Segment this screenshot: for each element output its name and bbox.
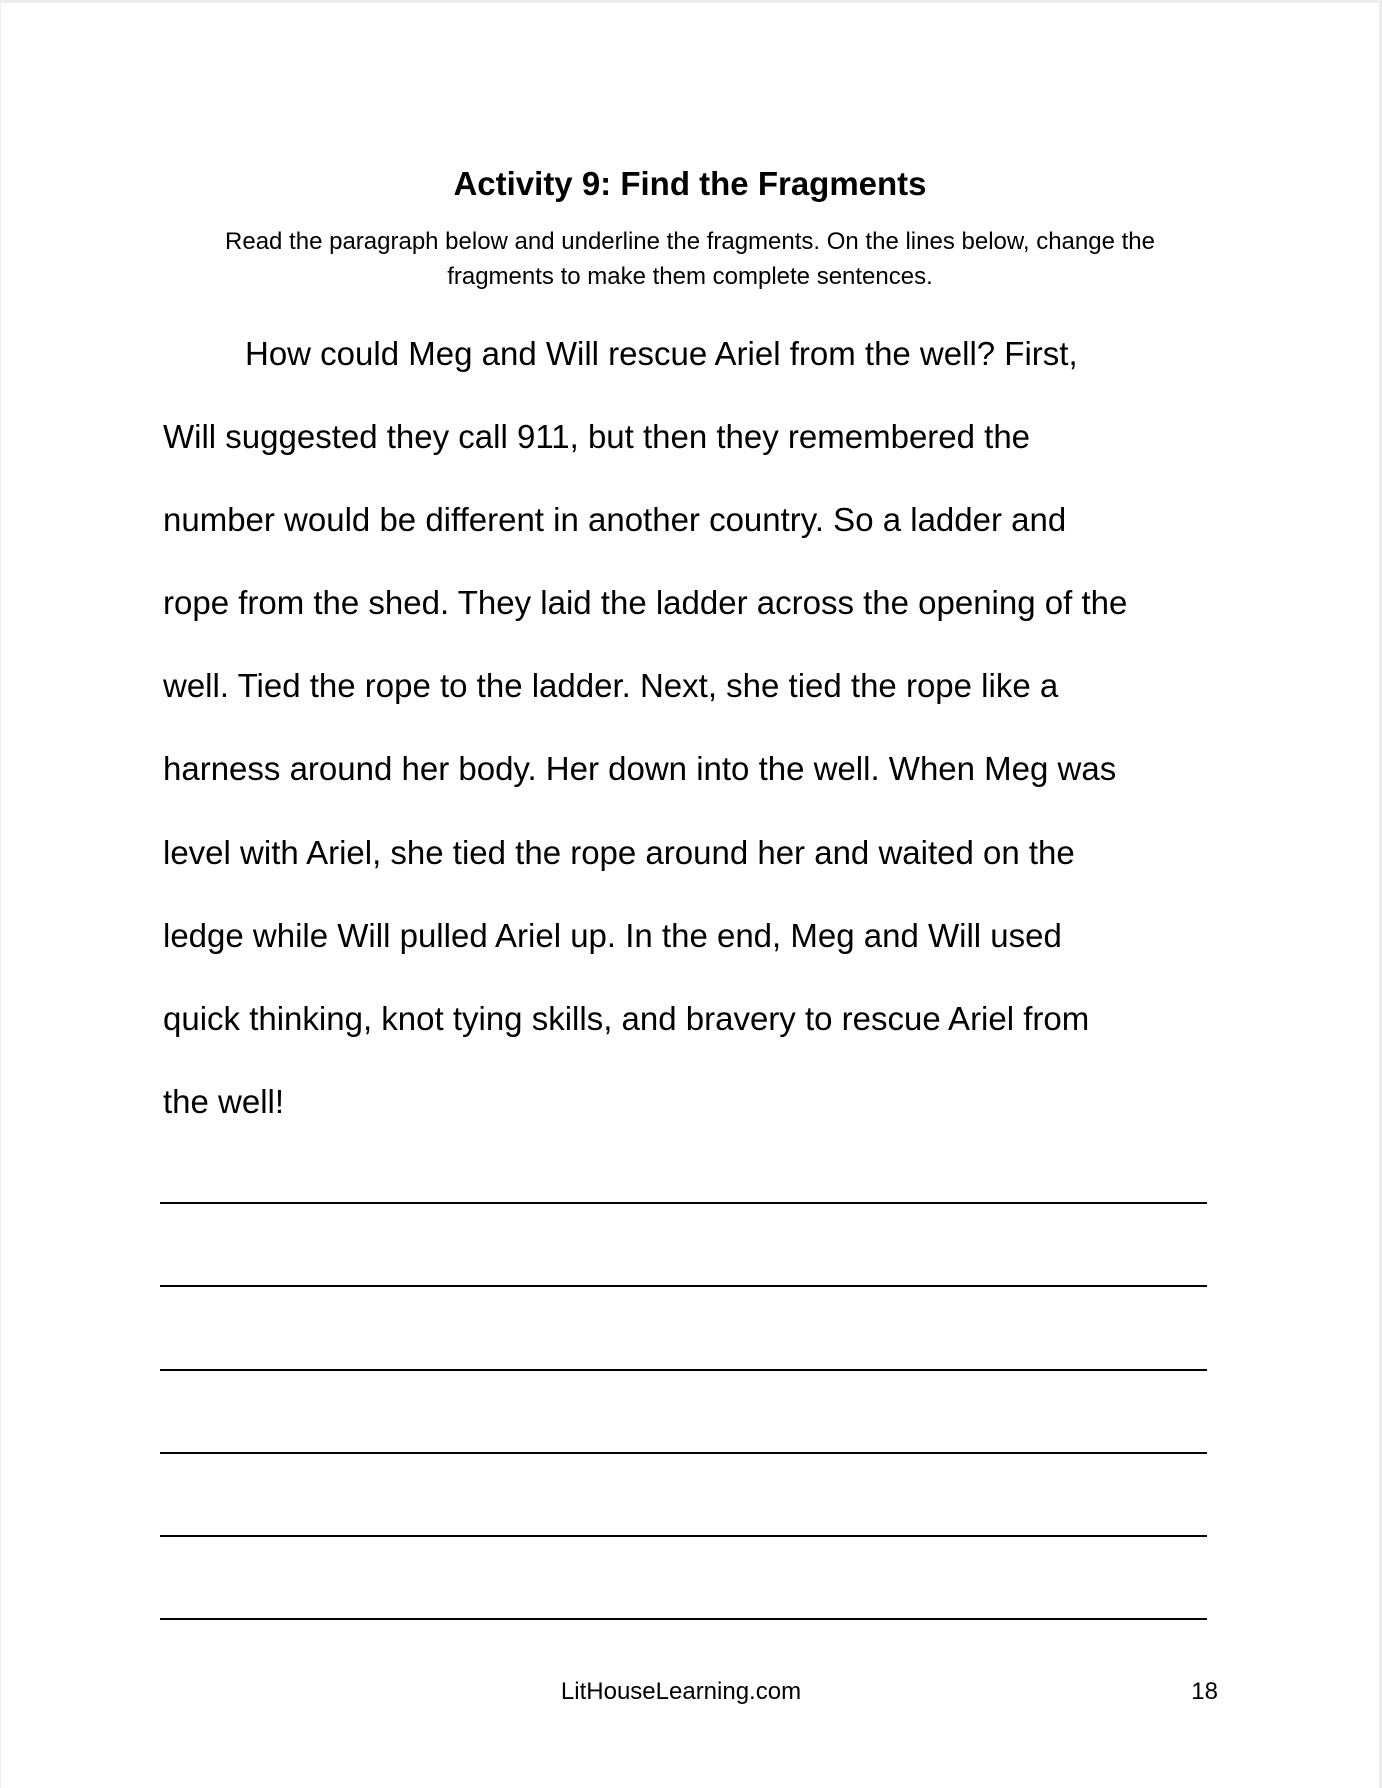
answer-line[interactable] (160, 1285, 1207, 1287)
page-border-left (0, 0, 1, 1788)
paragraph-line: harness around her body. Her down into the well. When Meg was (163, 750, 1117, 787)
paragraph-line: Will suggested they call 911, but then they remembered the (163, 418, 1031, 455)
paragraph-line: rope from the shed. They laid the ladder across the opening of the (163, 584, 1128, 621)
answer-line[interactable] (160, 1535, 1207, 1537)
answer-line[interactable] (160, 1202, 1207, 1204)
page-number: 18 (1191, 1678, 1218, 1705)
instruction-line: Read the paragraph below and underline the fragments. On the lines below, change the (225, 228, 1155, 255)
paragraph-line: number would be different in another country. So a ladder and (163, 501, 1067, 538)
paragraph-line: quick thinking, knot tying skills, and bravery to rescue Ariel from (163, 1000, 1090, 1037)
answer-line[interactable] (160, 1452, 1207, 1454)
instruction-line: fragments to make them complete sentences. (447, 263, 933, 290)
footer-website: LitHouseLearning.com (560, 1678, 802, 1705)
activity-title: Activity 9: Find the Fragments (453, 165, 927, 202)
answer-line[interactable] (160, 1618, 1207, 1620)
answer-line[interactable] (160, 1369, 1207, 1371)
page-border-top (0, 0, 1382, 3)
paragraph-line: level with Ariel, she tied the rope around her and waited on the (163, 834, 1075, 871)
paragraph-line: ledge while Will pulled Ariel up. In the end, Meg and Will used (163, 917, 1062, 954)
paragraph-line: How could Meg and Will rescue Ariel from the well? First, (245, 335, 1078, 372)
paragraph-line: the well! (163, 1083, 285, 1120)
paragraph-line: well. Tied the rope to the ladder. Next, she tied the rope like a (163, 667, 1059, 704)
